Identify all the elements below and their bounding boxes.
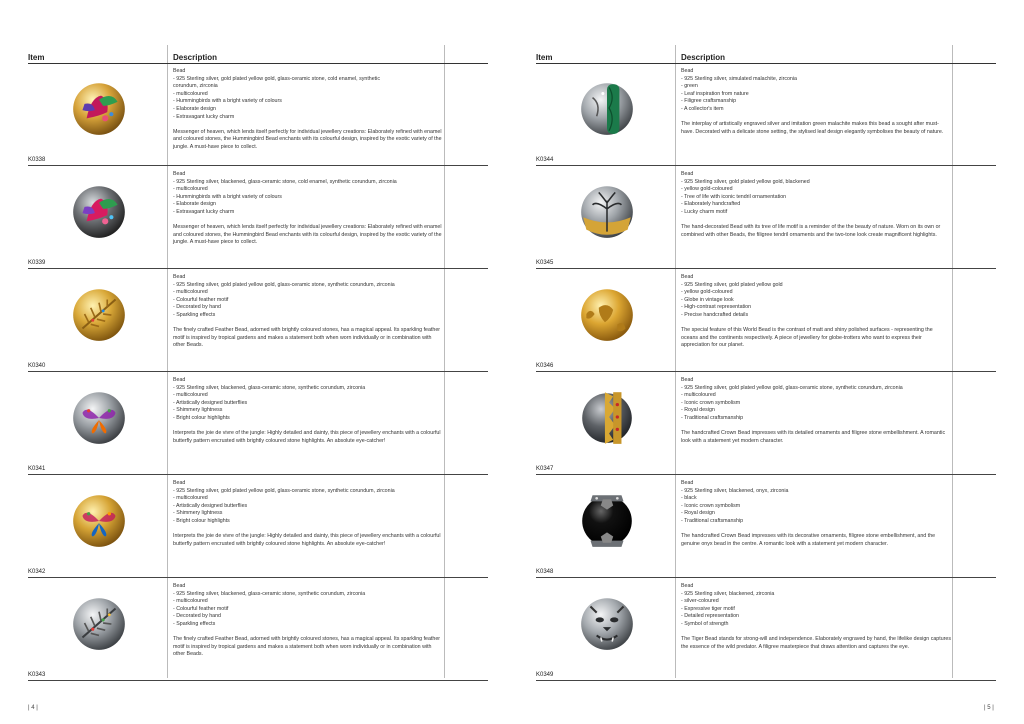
malachite-leaf-bead-icon xyxy=(576,77,638,139)
text-line: - Expressive tiger motif xyxy=(681,605,735,612)
product-row-k0338 xyxy=(28,63,488,166)
description-paragraph: The interplay of artistically engraved silver and imitation green malachite makes this bead a sought after must-have. Decorated with a delicate stone setting, the stylised leaf design elegantly symbolises the beauty of nature. xyxy=(681,121,944,135)
product-description xyxy=(681,68,951,136)
text-line: - multicoloured xyxy=(173,90,208,97)
description-paragraph: Interprets the joie de vivre of the jungle: Highly detailed and dainty, this piece of jewellery enchants with a colourful butterfly pattern encrusted with brightly coloured stone highlights. An absolute eye-catcher! xyxy=(173,430,441,444)
item-code: K0348 xyxy=(536,569,554,575)
text-line: - Hummingbirds with a bright variety of colours xyxy=(173,98,282,105)
item-code: K0344 xyxy=(536,157,554,163)
text-line: - Traditional craftsmanship xyxy=(681,414,744,421)
text-line: - Colourful feather motif xyxy=(173,296,229,303)
text-line: - green xyxy=(681,83,698,90)
text-line: - silver-coloured xyxy=(681,598,719,605)
text-line: - Extravagant lucky charm xyxy=(173,113,235,120)
description-paragraph: The hand-decorated Bead with its tree of life motif is a reminder of the the beauty of nature. Worn on its own or combined with other Beads, the filigree tendril ornaments and the two-tone look create magnificent highlights. xyxy=(681,224,941,238)
text-line: Bead xyxy=(681,583,694,589)
text-line: - Globe in vintage look xyxy=(681,296,734,303)
text-line: - Hummingbirds with a bright variety of colours xyxy=(173,193,282,200)
text-line: - Tree of life with iconic tendril ornamentation xyxy=(681,193,787,200)
feather-silver-bead-icon xyxy=(68,592,130,654)
text-line: - Artistically designed butterflies xyxy=(173,399,248,406)
text-line: - Leaf inspiration from nature xyxy=(681,90,749,97)
text-line: - Filigree craftsmanship xyxy=(681,98,737,105)
text-line: Bead xyxy=(681,68,694,74)
product-row-k0349 xyxy=(536,578,996,681)
product-row-k0348 xyxy=(536,475,996,578)
text-line: corundum, zirconia xyxy=(173,83,218,90)
description-paragraph: The special feature of this World Bead is the contrast of matt and shiny polished surfaces - representing the oceans and the continents respectively. A piece of jewellery for globe-trotters who want to express their appreciation for our planet. xyxy=(681,327,933,349)
tree-of-life-bead-icon xyxy=(576,180,638,242)
text-line: - Shimmery lightness xyxy=(173,407,223,414)
text-line: - multicoloured xyxy=(173,598,208,605)
description-paragraph: Messenger of heaven, which lends itself perfectly for individual jewellery creations: Elaborately refined with enamel and coloured stones, the Hummingbird Bead enchants with its colourful design, inspired by the exotic variety of the jungle. A must-have piece to collect. xyxy=(173,128,442,150)
text-line: - 925 Sterling silver, gold plated yellow gold, glass-ceramic stone, synthetic corundum, zirconia xyxy=(173,281,395,288)
item-code: K0346 xyxy=(536,363,554,369)
text-line: - Decorated by hand xyxy=(173,613,221,620)
text-line: - multicoloured xyxy=(681,392,716,399)
text-line: Bead xyxy=(173,583,186,589)
text-line: - yellow gold-coloured xyxy=(681,289,733,296)
description-paragraph: Messenger of heaven, which lends itself perfectly for individual jewellery creations: Elaborately refined with enamel and coloured stones, the Hummingbird Bead enchants with its colourful design, inspired by the exotic variety of the jungle. A must-have piece to collect. xyxy=(173,224,442,246)
text-line: - 925 Sterling silver, blackened, glass-ceramic stone, synthetic corundum, zirconia xyxy=(173,384,366,391)
text-line: - Bright colour highlights xyxy=(173,517,230,524)
product-description xyxy=(173,68,443,152)
text-line: - 925 Sterling silver, gold plated yellow gold, glass-ceramic stone, synthetic corundum, zirconia xyxy=(173,487,395,494)
product-description xyxy=(681,274,951,350)
item-code: K0340 xyxy=(28,363,46,369)
item-code: K0345 xyxy=(536,260,554,266)
text-line: - Traditional craftsmanship xyxy=(681,517,744,524)
text-line: - 925 Sterling silver, simulated malachite, zirconia xyxy=(681,75,797,82)
text-line: - 925 Sterling silver, gold plated yellow gold xyxy=(681,281,783,288)
item-code: K0342 xyxy=(28,569,46,575)
text-line: - 925 Sterling silver, gold plated yellow gold, glass-ceramic stone, synthetic corundum, zirconia xyxy=(681,384,903,391)
product-row-k0343 xyxy=(28,578,488,681)
crown-onyx-bead-icon xyxy=(576,489,638,551)
description-column-header: Description xyxy=(681,53,726,62)
item-code: K0339 xyxy=(28,260,46,266)
product-description xyxy=(173,274,443,350)
butterfly-gold-bead-icon xyxy=(68,489,130,551)
product-row-k0344 xyxy=(536,63,996,166)
text-line: Bead xyxy=(173,171,186,177)
product-description xyxy=(173,480,443,548)
text-line: - Elaborate design xyxy=(173,105,216,112)
item-code: K0338 xyxy=(28,157,46,163)
text-line: - Royal design xyxy=(681,407,715,414)
text-line: Bead xyxy=(173,480,186,486)
text-line: Bead xyxy=(173,68,186,74)
text-line: - A collector's item xyxy=(681,105,724,112)
item-code: K0349 xyxy=(536,672,554,678)
crown-gold-bead-icon xyxy=(576,386,638,448)
product-description xyxy=(681,583,951,651)
butterfly-silver-bead-icon xyxy=(68,386,130,448)
product-description xyxy=(681,480,951,548)
item-code: K0343 xyxy=(28,672,46,678)
description-paragraph: Interprets the joie de vivre of the jungle: Highly detailed and dainty, this piece of jewellery enchants with a colourful butterfly pattern encrusted with brightly coloured stone highlights. An absolute eye-catcher! xyxy=(173,533,441,547)
text-line: - 925 Sterling silver, gold plated yellow gold, glass-ceramic stone, cold enamel, synthetic xyxy=(173,75,380,82)
description-paragraph: The finely crafted Feather Bead, adorned with brightly coloured stones, has a magical appeal. Its sparkling feather motif is inspired by tropical gardens and makes a statement both when worn individually or in combination with other Beads. xyxy=(173,327,441,349)
text-line: - Artistically designed butterflies xyxy=(173,502,248,509)
product-description xyxy=(173,377,443,445)
product-row-k0339 xyxy=(28,166,488,269)
text-line: - Iconic crown symbolism xyxy=(681,399,741,406)
product-row-k0342 xyxy=(28,475,488,578)
text-line: - 925 Sterling silver, blackened, glass-ceramic stone, cold enamel, synthetic corundum, zirconia xyxy=(173,178,397,185)
description-paragraph: The finely crafted Feather Bead, adorned with brightly coloured stones, has a magical appeal. Its sparkling feather motif is inspired by tropical gardens and makes a statement both when worn individually or in combination with other Beads. xyxy=(173,636,441,658)
product-description xyxy=(173,583,443,659)
hummingbird-black-bead-icon xyxy=(68,180,130,242)
text-line: - 925 Sterling silver, blackened, zirconia xyxy=(681,590,775,597)
hummingbird-gold-bead-icon xyxy=(68,77,130,139)
product-description xyxy=(173,171,443,247)
product-description xyxy=(681,377,951,445)
feather-gold-bead-icon xyxy=(68,283,130,345)
text-line: - multicoloured xyxy=(173,392,208,399)
item-column-header: Item xyxy=(536,53,553,62)
product-row-k0340 xyxy=(28,269,488,372)
text-line: - Colourful feather motif xyxy=(173,605,229,612)
text-line: - multicoloured xyxy=(173,186,208,193)
text-line: - Shimmery lightness xyxy=(173,510,223,517)
text-line: - Decorated by hand xyxy=(173,304,221,311)
text-line: Bead xyxy=(173,377,186,383)
product-description xyxy=(681,171,951,239)
text-line: Bead xyxy=(173,274,186,280)
text-line: Bead xyxy=(681,480,694,486)
description-paragraph: The handcrafted Crown Bead impresses with its detailed ornaments and filigree stone embellishment. A romantic look with a statement yet modern character. xyxy=(681,430,946,444)
text-line: - Elaborately handcrafted xyxy=(681,201,741,208)
item-code: K0347 xyxy=(536,466,554,472)
text-line: Bead xyxy=(681,274,694,280)
item-column-header: Item xyxy=(28,53,45,62)
text-line: - Detailed representation xyxy=(681,613,740,620)
text-line: - Extravagant lucky charm xyxy=(173,208,235,215)
text-line: - Sparkling effects xyxy=(173,620,216,627)
page-number-left: | 4 | xyxy=(28,705,38,711)
text-line: - Lucky charm motif xyxy=(681,208,728,215)
product-row-k0347 xyxy=(536,372,996,475)
text-line: Bead xyxy=(681,377,694,383)
text-line: - 925 Sterling silver, blackened, onyx, zirconia xyxy=(681,487,789,494)
text-line: - Sparkling effects xyxy=(173,311,216,318)
text-line: - Precise handcrafted details xyxy=(681,311,749,318)
page-number-right: | 5 | xyxy=(984,705,994,711)
text-line: - Bright colour highlights xyxy=(173,414,230,421)
description-paragraph: The Tiger Bead stands for strong-will and independence. Elaborately engraved by hand, the lifelike design captures the essence of the wild predator. A filigree masterpiece that draws attention and captures the eye. xyxy=(681,636,952,650)
text-line: - 925 Sterling silver, blackened, glass-ceramic stone, synthetic corundum, zirconia xyxy=(173,590,366,597)
text-line: - 925 Sterling silver, gold plated yellow gold, blackened xyxy=(681,178,810,185)
globe-gold-bead-icon xyxy=(576,283,638,345)
text-line: - Iconic crown symbolism xyxy=(681,502,741,509)
description-paragraph: The handcrafted Crown Bead impresses with its decorative ornaments, filigree stone embellishment, and the genuine onyx bead in the centre. A romantic look with a statement yet modern character. xyxy=(681,533,936,547)
row-rule xyxy=(28,680,488,681)
text-line: - multicoloured xyxy=(173,495,208,502)
tiger-silver-bead-icon xyxy=(576,592,638,654)
text-line: - multicoloured xyxy=(173,289,208,296)
text-line: - High-contrast representation xyxy=(681,304,752,311)
description-column-header: Description xyxy=(173,53,218,62)
row-rule xyxy=(536,680,996,681)
text-line: Bead xyxy=(681,171,694,177)
item-code: K0341 xyxy=(28,466,46,472)
product-row-k0345 xyxy=(536,166,996,269)
product-row-k0341 xyxy=(28,372,488,475)
text-line: - yellow gold-coloured xyxy=(681,186,733,193)
product-row-k0346 xyxy=(536,269,996,372)
text-line: - Royal design xyxy=(681,510,715,517)
text-line: - Symbol of strength xyxy=(681,620,729,627)
text-line: - Elaborate design xyxy=(173,201,216,208)
text-line: - black xyxy=(681,495,697,502)
